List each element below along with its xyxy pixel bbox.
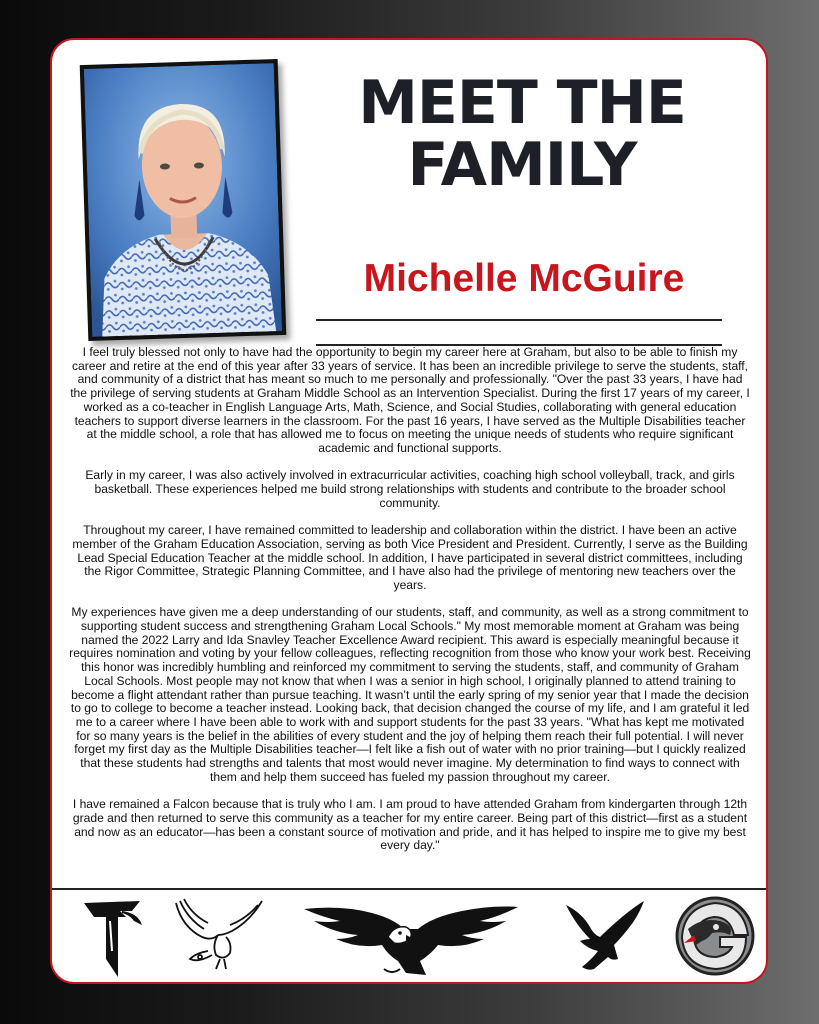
name-underline-top — [316, 319, 722, 321]
page-title — [312, 68, 732, 200]
bio-paragraph-2: Early in my career, I was also actively involved in extracurricular activities, coaching high school volleyball, track, and girls basketball. These experiences helped me build strong relationships with students and contribute to the broader school community. — [85, 468, 735, 510]
profile-card — [50, 38, 768, 984]
falcon-sketch-icon — [172, 897, 266, 973]
title-line-1: MEET THE — [358, 68, 686, 138]
bio-text — [68, 346, 752, 867]
portrait-photo — [80, 59, 287, 341]
falcon-t-logo-icon — [82, 899, 144, 977]
logo-strip — [52, 891, 766, 983]
bio-paragraph-1: I feel truly blessed not only to have had the opportunity to begin my career here at Graham, but also to be able to finish my career and retire at the end of this year after 33 years of service. It has been an incredible privilege to serve the students, staff, and community of a district that has meant so much to me personally and professionally. "Over the past 33 years, I have had the privilege of serving students at Graham Middle School as an Intervention Specialist. During the first 17 years of my career, I worked as a co-teacher in English Language Arts, Math, Science, and Social Studies, collaborating with general education teachers to support diverse learners in the classroom. For the past 16 years, I have served as the Multiple Disabilities teacher at the middle school, a role that has allowed me to focus on meeting the unique needs of students who require significant academic and functional supports. — [70, 345, 750, 455]
falcon-g-logo-icon — [674, 895, 756, 977]
title-line-2: FAMILY — [407, 130, 637, 200]
bio-paragraph-5: I have remained a Falcon because that is truly who I am. I am proud to have attended Graham from kindergarten through 12th grade and then returned to serve this community as a teacher for my entire career. Being part of this district—first as a student and now as an educator—has been a constant source of motivation and pride, and it has helped to inspire me to give my best every day." — [72, 797, 748, 853]
portrait-image — [84, 63, 282, 337]
footer-divider — [52, 888, 766, 890]
falcon-spread-wings-icon — [302, 899, 520, 977]
bio-paragraph-3: Throughout my career, I have remained committed to leadership and collaboration within the district. I have been an active member of the Graham Education Association, serving as both Vice President and President. Currently, I serve as the Building Lead Special Education Teacher at the middle school. In addition, I have participated in several district committees, including the Rigor Committee, Strategic Planning Committee, and I have also had the privilege of mentoring new teachers over the years. — [72, 523, 748, 592]
falcon-silhouette-icon — [564, 899, 646, 973]
bio-paragraph-4: My experiences have given me a deep understanding of our students, staff, and community, as well as a strong commitment to supporting student success and strengthening Graham Local Schools." My most memorable moment at Graham was being named the 2022 Larry and Ida Snavley Teacher Excellence Award recipient. This award is especially meaningful because it requires nomination and voting by your fellow colleagues, reflecting recognition from those who know your work best. Receiving this honor was incredibly humbling and reinforced my commitment to serving the students, staff, and community of Graham Local Schools. Most people may not know that when I was a senior in high school, I originally planned to attend training to become a flight attendant rather than pursue teaching. It wasn’t until the early spring of my senior year that I made the decision to go to college to become a teacher instead. Looking back, that decision changed the course of my life, and I am grateful it led me to a career where I have been able to work with and support students for the past 33 years. "What has kept me motivated for so many years is the belief in the abilities of every student and the joy of helping them reach their full potential. I will never forget my first day as the Multiple Disabilities teacher—I felt like a fish out of water with no prior training—but I quickly realized that these students had strengths and talents that most would never imagine. My determination to find ways to connect with them and help them succeed has fueled my passion throughout my career. — [69, 605, 751, 784]
person-name: Michelle McGuire — [363, 257, 685, 300]
